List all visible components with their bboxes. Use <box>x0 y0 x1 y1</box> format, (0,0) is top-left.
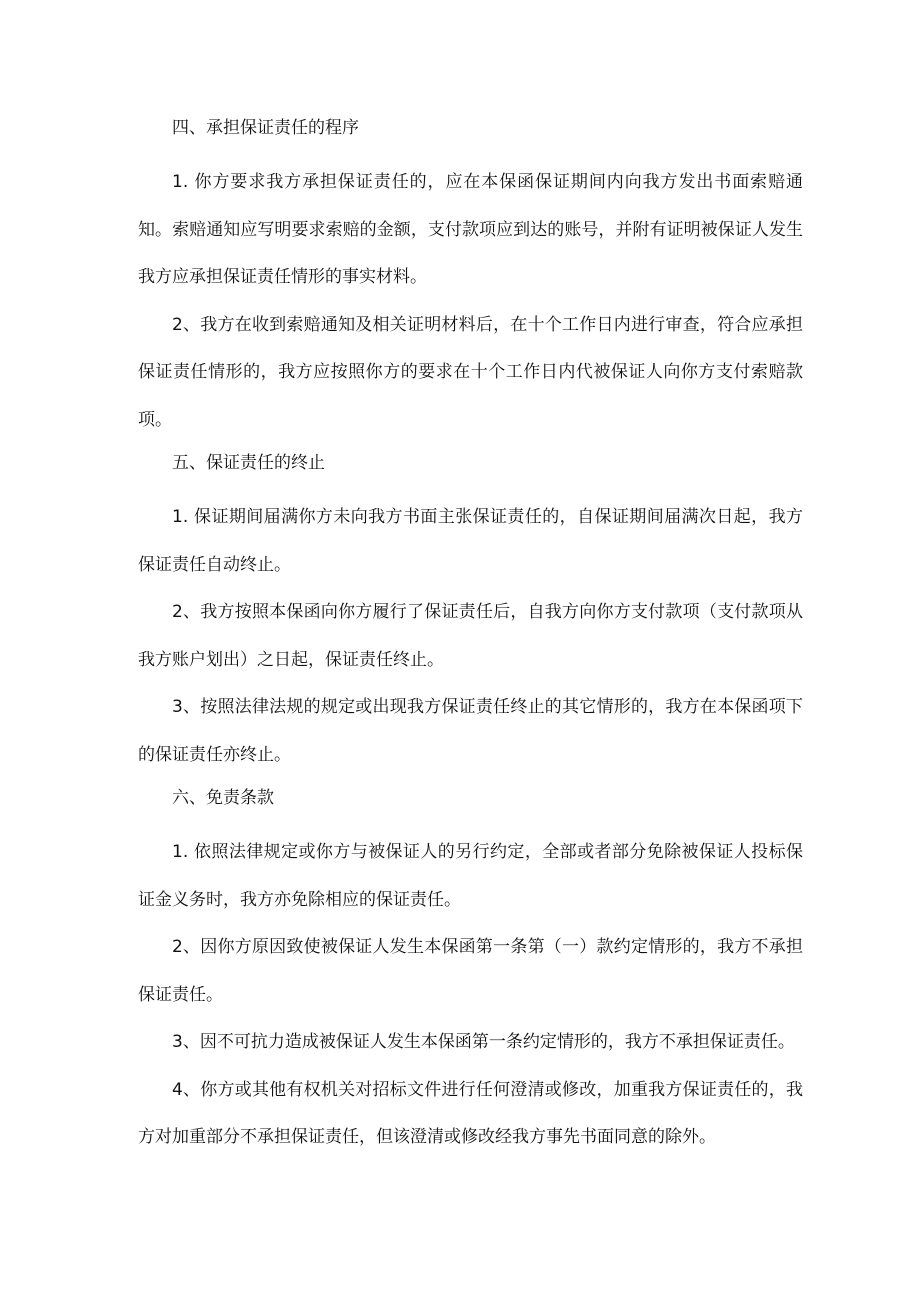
section-6-paragraph-3: 3、因不可抗力造成被保证人发生本保函第一条约定情形的，我方不承担保证责任。 <box>172 1032 795 1052</box>
section-4-paragraph-1: 1. 你方要求我方承担保证责任的，应在本保函保证期间内向我方发出书面索赔通知。索赔通知应写明要求索赔的金额，支付款项应到达的账号，并附有证明被保证人发生我方应承担保证责任情形的事实材料。 <box>138 172 803 287</box>
section-5-paragraph-2: 2、我方按照本保函向你方履行了保证责任后，自我方向你方支付款项（支付款项从我方账户划出）之日起，保证责任终止。 <box>138 602 803 670</box>
document-body <box>138 112 803 1162</box>
section-heading-4: 四、承担保证责任的程序 <box>172 118 359 138</box>
section-4-paragraph-2: 2、我方在收到索赔通知及相关证明材料后，在十个工作日内进行审查，符合应承担保证责任情形的，我方应按照你方的要求在十个工作日内代被保证人向你方支付索赔款项。 <box>138 314 803 430</box>
section-5-paragraph-3: 3、按照法律法规的规定或出现我方保证责任终止的其它情形的，我方在本保函项下的保证责任亦终止。 <box>138 697 803 765</box>
section-6-paragraph-2: 2、因你方原因致使被保证人发生本保函第一条第（一）款约定情形的，我方不承担保证责任。 <box>138 937 803 1005</box>
section-5-paragraph-1: 1. 保证期间届满你方未向我方书面主张保证责任的，自保证期间届满次日起，我方保证责任自动终止。 <box>138 507 803 575</box>
section-heading-6: 六、免责条款 <box>172 788 274 808</box>
section-heading-5: 五、保证责任的终止 <box>172 453 325 473</box>
section-6-paragraph-4: 4、你方或其他有权机关对招标文件进行任何澄清或修改，加重我方保证责任的，我方对加重部分不承担保证责任，但该澄清或修改经我方事先书面同意的除外。 <box>138 1079 803 1147</box>
section-6-paragraph-1: 1. 依照法律规定或你方与被保证人的另行约定，全部或者部分免除被保证人投标保证金义务时，我方亦免除相应的保证责任。 <box>138 842 803 910</box>
